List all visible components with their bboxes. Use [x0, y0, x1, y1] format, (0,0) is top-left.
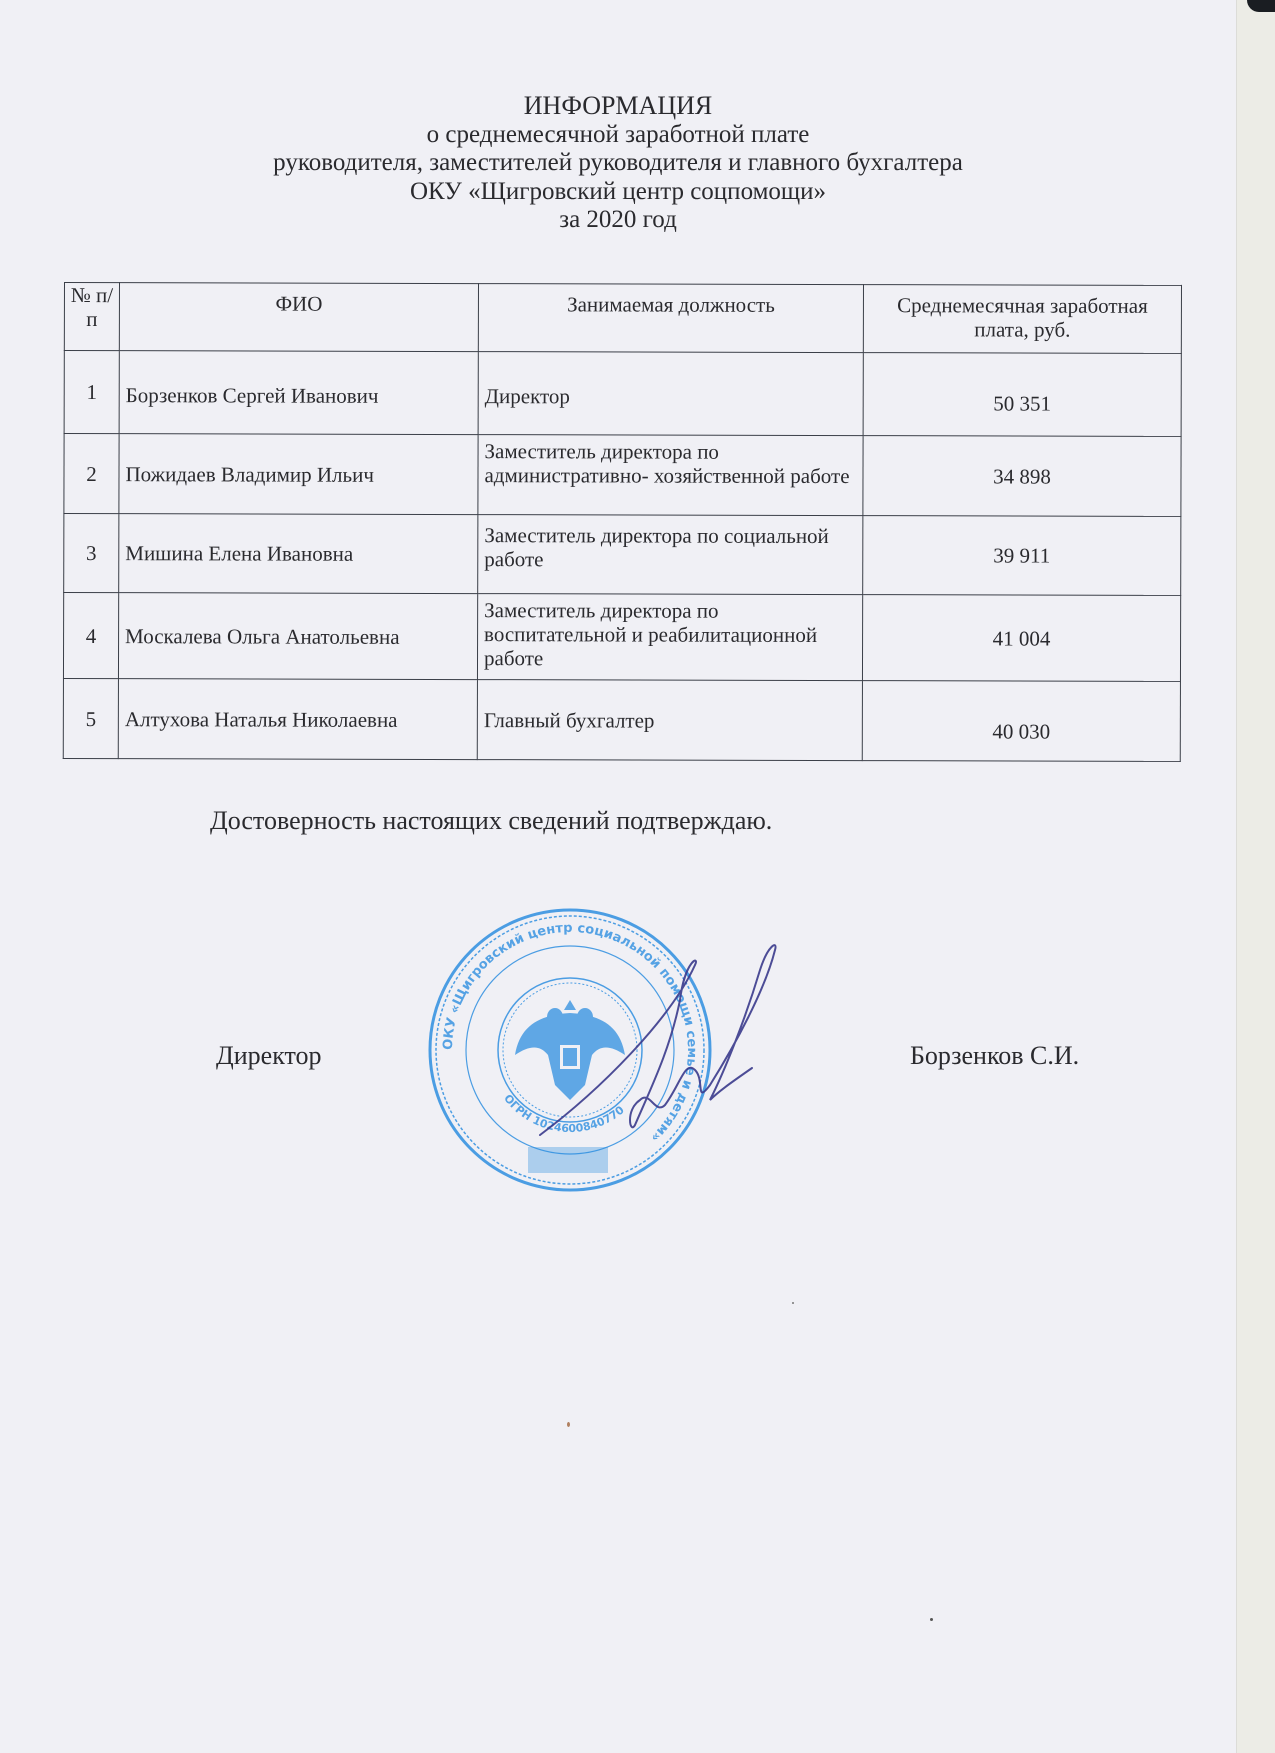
- row-position: Заместитель директора по административно- хозяйственной работе: [478, 435, 863, 516]
- scan-speck: [930, 1618, 933, 1621]
- row-num: 2: [64, 434, 119, 514]
- header-salary: Среднемесячная заработная плата, руб.: [863, 285, 1181, 354]
- row-salary: 50 351: [863, 353, 1181, 437]
- row-num: 1: [64, 351, 119, 434]
- row-num: 3: [64, 514, 119, 593]
- signature-icon: [520, 940, 790, 1140]
- row-position: Заместитель директора по социальной работе: [478, 515, 863, 595]
- table-header-row: [64, 283, 1181, 354]
- signatory-role: Директор: [216, 1041, 322, 1070]
- row-num: 4: [63, 593, 118, 679]
- signatory-name: Борзенков С.И.: [910, 1041, 1080, 1070]
- header-num: № п/п: [64, 283, 119, 351]
- scanner-edge-strip: [1237, 0, 1275, 1753]
- row-name: Мишина Елена Ивановна: [119, 514, 478, 594]
- row-name: Борзенков Сергей Иванович: [119, 351, 478, 435]
- table-row: [63, 593, 1180, 682]
- seal-ring-text: ОКУ «Щигровский центр социальной помощи семье и детям»: [440, 920, 700, 1145]
- header-position: Занимаемая должность: [478, 284, 863, 353]
- row-salary: 34 898: [863, 436, 1181, 517]
- scan-speck: [792, 1302, 794, 1304]
- row-name: Пожидаев Владимир Ильич: [119, 434, 478, 515]
- seal-inner-text: ОГРН 1024600840770: [501, 1091, 627, 1136]
- salary-table: [63, 282, 1182, 762]
- row-salary: 40 030: [862, 681, 1180, 762]
- row-salary: 39 911: [863, 516, 1181, 596]
- row-position: Заместитель директора по воспитательной и реабилитационной работе: [477, 594, 862, 681]
- row-num: 5: [63, 678, 118, 758]
- row-name: Алтухова Наталья Николаевна: [118, 679, 477, 760]
- row-name: Москалева Ольга Анатольевна: [118, 593, 477, 680]
- scan-speck: [567, 1422, 570, 1427]
- title-organization: ОКУ «Щигровский центр соцпомощи»: [409, 177, 827, 205]
- seal-hologram: [528, 1147, 608, 1173]
- title-period: за 2020 год: [559, 206, 677, 233]
- title-heading: ИНФОРМАЦИЯ: [523, 91, 713, 120]
- confirmation-statement: Достоверность настоящих сведений подтверждаю.: [210, 806, 773, 835]
- table-row: [64, 434, 1181, 517]
- document-title: [0, 92, 1236, 235]
- table-row: [64, 351, 1181, 437]
- table-row: [63, 678, 1180, 761]
- row-salary: 41 004: [862, 595, 1180, 682]
- row-position: Директор: [478, 352, 863, 436]
- header-name: ФИО: [119, 283, 478, 352]
- row-position: Главный бухгалтер: [477, 680, 862, 761]
- table-row: [64, 514, 1181, 596]
- title-subjects: руководителя, заместителей руководителя и главного бухгалтера: [273, 149, 963, 176]
- title-subtitle: о среднемесячной заработной плате: [426, 120, 810, 148]
